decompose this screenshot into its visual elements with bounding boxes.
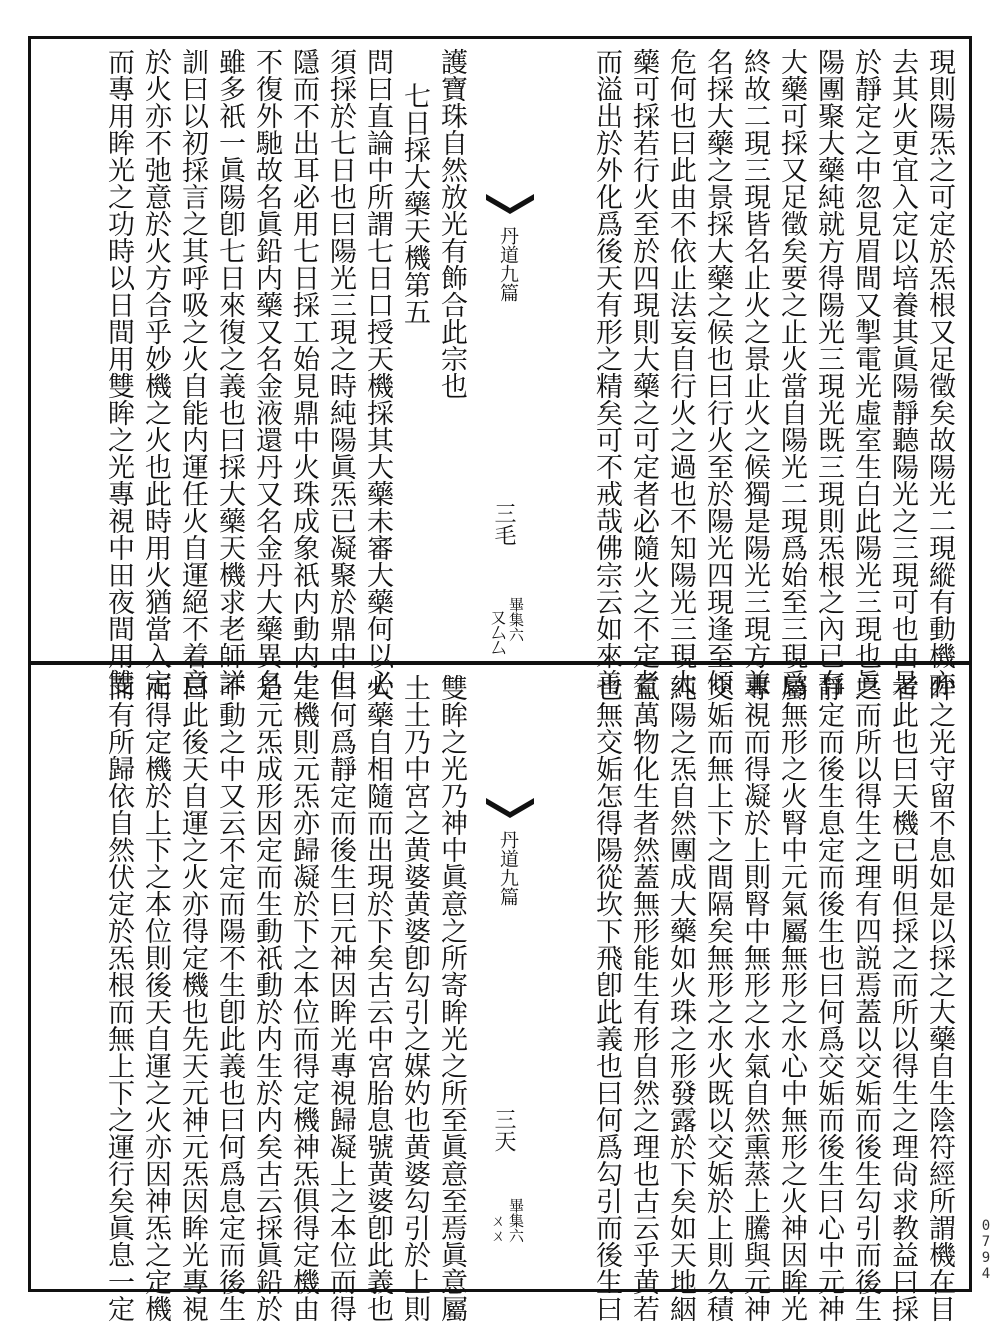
volume-sub-label: ㄨㄨ xyxy=(489,1213,507,1243)
book-title: 丹道九篇 xyxy=(497,830,519,906)
text-column: 名採大藥之景採大藥之候也曰行火至於陽光四現逢至傾 xyxy=(702,48,733,696)
upper-section xyxy=(34,42,966,696)
text-column: 大藥可採又足徵矣要之止火當自陽光二現爲始至三現爲 xyxy=(776,48,807,696)
volume-sub-label: 又⼛⼛ xyxy=(489,610,507,655)
text-column: 專視而得凝於上則腎中無形之水氣自然熏蒸上騰與元神 xyxy=(739,674,770,1322)
text-column: 土土乃中宮之黄婆黄婆卽勾引之媒妁也黄婆勾引於上則 xyxy=(399,674,430,1322)
chapter-heading: 七日採大藥天機第五 xyxy=(399,82,430,325)
text-column: 雙眸之光乃神中眞意之所寄眸光之所至眞意至焉眞意屬 xyxy=(436,674,467,1322)
text-column: 純陽之炁自然團成大藥如火珠之形發露於下矣如天地絪 xyxy=(665,674,696,1322)
text-column: 隱而不出耳必用七日採工始見鼎中火珠成象祇内動内生 xyxy=(288,48,319,696)
text-column: 而溢出於外化爲後天有形之精矣可不戒哉佛宗云如來善 xyxy=(591,48,622,696)
text-column: 曰此後天自運之火亦得定機也先天元神元炁因眸光專視 xyxy=(177,674,208,1322)
text-column: 不動之中又云不定而陽不生卽此義也曰何爲息定而後生 xyxy=(214,674,245,1322)
text-column: 之而所以得生之理有四説焉蓋以交姤而後生勾引而後生 xyxy=(850,674,881,1322)
text-column: 於火亦不弛意於火方合乎妙機之火也此時用火猶當入定 xyxy=(140,48,171,696)
fishtail-mark-icon xyxy=(484,796,536,818)
text-column: 而得定機於上下之本位則後天自運之火亦因神炁之定機 xyxy=(140,674,171,1322)
text-column: 定機則元炁亦歸凝於下之本位而得定機神炁俱得定機由 xyxy=(288,674,319,1322)
text-column: 是元炁成形因定而生動祇動於内生於内矣古云採眞鉛於 xyxy=(251,674,282,1322)
page-spine xyxy=(482,42,542,658)
text-column: 曰何爲靜定而後生曰元神因眸光專視歸凝上之本位而得 xyxy=(325,674,356,1322)
volume-label: 畢集六 xyxy=(507,1198,525,1243)
text-column: 問曰直論中所謂七日口授天機採其大藥未審大藥何以必 xyxy=(362,48,393,696)
lower-section xyxy=(34,668,966,1322)
page-spine xyxy=(482,668,542,1287)
text-column: 終故二現三現皆名止火之景止火之候獨是陽光三現方兼 xyxy=(739,48,770,696)
text-column: 也無交姤怎得陽從坎下飛卽此義也曰何爲勾引而後生曰 xyxy=(591,674,622,1322)
text-column: 而專用眸光之功時以日間用雙眸之光專視中田夜間用雙 xyxy=(103,48,134,696)
text-column: 去其火更宜入定以培養其眞陽靜聽陽光之三現可也由是 xyxy=(887,48,918,696)
text-column: 大藥自相隨而出現於下矣古云中宮胎息號黄婆卽此義也 xyxy=(362,674,393,1322)
text-column: 雖多祇一眞陽卽七日來復之義也曰採大藥天機求老師詳 xyxy=(214,48,245,696)
text-column: 於靜定之中忽見眉間又掣電光虛室生白此陽光三現也眞 xyxy=(850,48,881,696)
text-column: 交姤而無上下之間隔矣無形之水火既以交姤於上則久積 xyxy=(702,674,733,1322)
text-column: 陽團聚大藥純就方得陽光三現光既三現則炁根之內已有 xyxy=(813,48,844,696)
page-number: 三天 xyxy=(491,1108,516,1152)
text-column: 屬無形之火腎中元氣屬無形之水心中無形之火神因眸光 xyxy=(776,674,807,1322)
volume-label: 畢集六 xyxy=(507,597,525,642)
text-column: 氳萬物化生者然蓋無形能生有形自然之理也古云乎黄若 xyxy=(628,674,659,1322)
text-column: 藥可採若行火至於四現則大藥之可定者必隨火之不定者 xyxy=(628,48,659,696)
text-column: 護寶珠自然放光有飾合此宗也 xyxy=(436,48,467,399)
text-column: 靜定而後生息定而後生也曰何爲交姤而後生曰心中元神 xyxy=(813,674,844,1322)
text-column: 而有所歸依自然伏定於炁根而無上下之運行矣眞息一定 xyxy=(103,674,134,1322)
text-column: 眸之光守留不息如是以採之大藥自生陰符經所謂機在目 xyxy=(924,674,955,1322)
text-column: 現則陽炁之可定於炁根又足徵矣故陽光二現縱有動機亦 xyxy=(924,48,955,696)
sheet-number: 0794 xyxy=(978,1218,994,1282)
text-column: 須採於七日也曰陽光三現之時純陽眞炁已凝聚於鼎中但 xyxy=(325,48,356,696)
text-column: 危何也曰此由不依止法妄自行火之過也不知陽光三現大 xyxy=(665,48,696,696)
text-column: 者此也曰天機已明但採之而所以得生之理尙求教益曰採 xyxy=(887,674,918,1322)
text-column: 訓曰以初採言之其呼吸之火自能内運任火自運絕不着意 xyxy=(177,48,208,696)
fishtail-mark-icon xyxy=(484,192,536,214)
book-title: 丹道九篇 xyxy=(497,226,519,302)
text-column: 不復外馳故名眞鉛内藥又名金液還丹又名金丹大藥異名 xyxy=(251,48,282,696)
page-number: 三毛 xyxy=(491,502,516,546)
